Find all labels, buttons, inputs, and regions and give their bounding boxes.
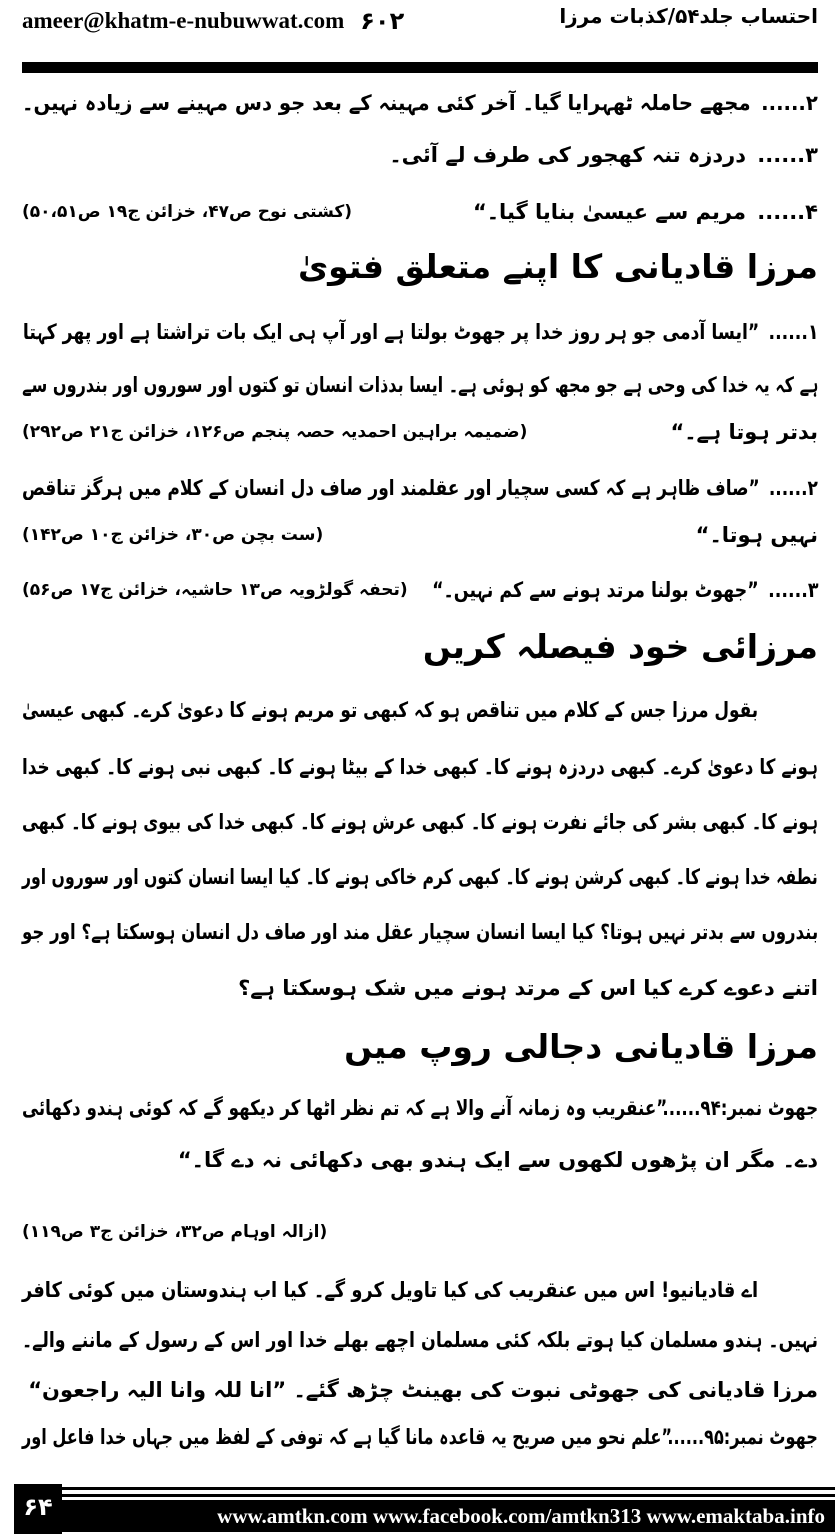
line-body (22, 1268, 758, 1312)
text-line (22, 513, 818, 557)
header-left (22, 4, 404, 38)
line-text: مرزا قادیانی کی جھوٹی نبوت کی بھینٹ چڑھ گئے۔ ”انا للہ وانا الیہ راجعون“ (28, 1378, 818, 1402)
header-rule (22, 62, 818, 73)
line-text: بقول مرزا جس کے کلام میں تناقص ہو کہ کبھی تو مریم ہونے کا دعویٰ کرے۔ کبھی عیسیٰ (21, 698, 758, 722)
line-body (178, 1138, 818, 1182)
line-body (432, 568, 818, 612)
text-line (22, 1318, 818, 1362)
line-text: ”جھوٹ بولنا مرتد ہونے سے کم نہیں۔“ (431, 578, 759, 602)
item-number: ۴...... (757, 200, 818, 224)
line-text: مجھے حاملہ ٹھہرایا گیا۔ آخر کئی مہینہ کے بعد جو دس مہینے سے زیادہ نہیں۔ (22, 91, 751, 115)
line-body (22, 688, 758, 732)
citation: (کشتی نوح ص۴۷، خزائن ج۱۹ ص۵۰،۵۱) (22, 202, 353, 222)
header-email: ameer@khatm-e-nubuwwat.com (22, 8, 345, 33)
line-body (22, 855, 818, 899)
text-line (22, 1086, 818, 1130)
text-line (22, 466, 818, 510)
line-body (696, 513, 818, 557)
section-heading (22, 245, 818, 289)
footer-page-number: ۶۴ (14, 1484, 62, 1534)
footer-rule (62, 1487, 835, 1490)
line-body (22, 745, 818, 789)
citation: (تحفہ گولڑویہ ص۱۳ حاشیہ، خزائن ج۱۷ ص۵۶) (22, 580, 408, 600)
line-body (423, 625, 818, 669)
text-line (22, 800, 818, 844)
line-body (22, 363, 818, 407)
line-body (344, 1025, 818, 1069)
section-heading (22, 1025, 818, 1069)
text-line (22, 1268, 818, 1312)
line-body (473, 190, 818, 234)
item-number: جھوٹ نمبر:۹۴...... (662, 1096, 818, 1120)
line-text: ہونے کا۔ کبھی بشر کی جائے نفرت ہونے کا۔ کبھی عرش ہونے کا۔ کبھی خدا کی بیوی ہونے کا۔ کبھی (21, 810, 818, 834)
text-line (22, 81, 818, 125)
line-text: مرزا قادیانی کا اپنے متعلق فتویٰ (297, 247, 818, 286)
line-text: دردزہ تنہ کھجور کی طرف لے آئی۔ (389, 143, 746, 167)
line-body (22, 310, 818, 354)
footer-links: www.amtkn.com www.facebook.com/amtkn313 www.emaktaba.info (62, 1500, 835, 1532)
line-text: بدتر ہوتا ہے۔“ (670, 420, 818, 444)
line-body (389, 133, 818, 177)
section-heading (22, 625, 818, 669)
line-text: ”علم نحو میں صریح یہ قاعدہ مانا گیا ہے کہ توفی کے لفظ میں جہاں خدا فاعل اور (22, 1425, 673, 1449)
line-body (28, 1368, 818, 1412)
line-body (238, 966, 818, 1010)
text-line (22, 910, 818, 954)
text-line (22, 855, 818, 899)
text-line (22, 1138, 818, 1182)
line-text: ”ایسا آدمی جو ہر روز خدا پر جھوٹ بولتا ہے اور آپ ہی ایک بات تراشتا ہے اور پھر کہتا (22, 320, 759, 344)
footer-rule (62, 1494, 835, 1497)
item-number: ۳...... (767, 578, 818, 602)
line-text: بندروں سے بدتر نہیں ہوتا؟ کیا ایسا انسان سچیار عقل مند اور صاف دل انسان ہوسکتا ہے؟ اور جو (21, 920, 818, 944)
line-body (670, 410, 818, 454)
line-body (22, 466, 818, 510)
line-body (22, 1318, 818, 1362)
item-number: ۲...... (761, 91, 818, 115)
line-text: مرزا قادیانی دجالی روپ میں (344, 1027, 818, 1066)
line-text: اتنے دعوے کرے کیا اس کے مرتد ہونے میں شک ہوسکتا ہے؟ (238, 976, 818, 1000)
text-line (22, 745, 818, 789)
line-text: ہونے کا دعویٰ کرے۔ کبھی دردزہ ہونے کا۔ کبھی خدا کے بیٹا ہونے کا۔ کبھی نبی ہونے کا۔ کبھی خدا (22, 755, 818, 779)
line-text: مرزائی خود فیصلہ کریں (422, 627, 818, 666)
header-book-title: احتساب جلد۵۴/کذبات مرزا (559, 4, 818, 28)
line-body (22, 1415, 818, 1459)
line-body (22, 1086, 818, 1130)
item-number: جھوٹ نمبر:۹۵...... (667, 1425, 818, 1449)
text-line (22, 363, 818, 407)
line-text: ”عنقریب وہ زمانہ آنے والا ہے کہ تم نظر اٹھا کر دیکھو گے کہ کوئی ہندو دکھائی (21, 1096, 668, 1120)
citation: (ازالہ اوہام ص۳۲، خزائن ج۳ ص۱۱۹) (22, 1222, 328, 1242)
text-line (22, 1415, 818, 1459)
text-line (22, 1368, 818, 1412)
citation: (ضمیمہ براہین احمدیہ حصہ پنجم ص۱۲۶، خزائن ج۲۱ ص۲۹۲) (22, 422, 528, 442)
line-body (298, 245, 818, 289)
item-number: ۱...... (768, 320, 818, 344)
line-body (22, 81, 818, 125)
text-line (22, 310, 818, 354)
item-number: ۲...... (768, 476, 818, 500)
line-text: نہیں ہوتا۔“ (695, 523, 818, 547)
header-page-number: ۶۰۲ (360, 7, 405, 35)
line-text: مریم سے عیسیٰ بنایا گیا۔“ (472, 200, 746, 224)
line-text: نطفہ خدا ہونے کا۔ کبھی کرشن ہونے کا۔ کبھی کرم خاکی ہونے کا۔ کیا ایسا انسان کتوں اور سوروں اور (22, 865, 818, 889)
text-line (22, 568, 818, 612)
text-line (22, 1210, 818, 1254)
text-line (22, 688, 818, 732)
line-text: اے قادیانیو! اس میں عنقریب کی کیا تاویل کرو گے۔ کیا اب ہندوستان میں کوئی کافر (21, 1278, 758, 1302)
line-text: ہے کہ یہ خدا کی وحی ہے جو مجھ کو ہوئی ہے۔ ایسا بدذات انسان تو کتوں اور سوروں اور بندروں سے (21, 373, 818, 397)
line-body (22, 910, 818, 954)
line-text: ”صاف ظاہر ہے کہ کسی سچیار اور عقلمند اور صاف دل انسان کے کلام میں ہرگز تناقص (22, 476, 760, 500)
item-number: ۳...... (757, 143, 818, 167)
text-line (22, 410, 818, 454)
text-line (22, 966, 818, 1010)
citation: (ست بچن ص۳۰، خزائن ج۱۰ ص۱۴۲) (22, 525, 324, 545)
line-body (22, 800, 818, 844)
text-line (22, 133, 818, 177)
text-line (22, 190, 818, 234)
line-text: دے۔ مگر ان پڑھوں لکھوں سے ایک ہندو بھی دکھائی نہ دے گا۔“ (177, 1148, 818, 1172)
line-text: نہیں۔ ہندو مسلمان کیا ہوتے بلکہ کئی مسلمان اچھے بھلے خدا اور اس کے رسول کے ماننے والے۔ (22, 1328, 818, 1352)
